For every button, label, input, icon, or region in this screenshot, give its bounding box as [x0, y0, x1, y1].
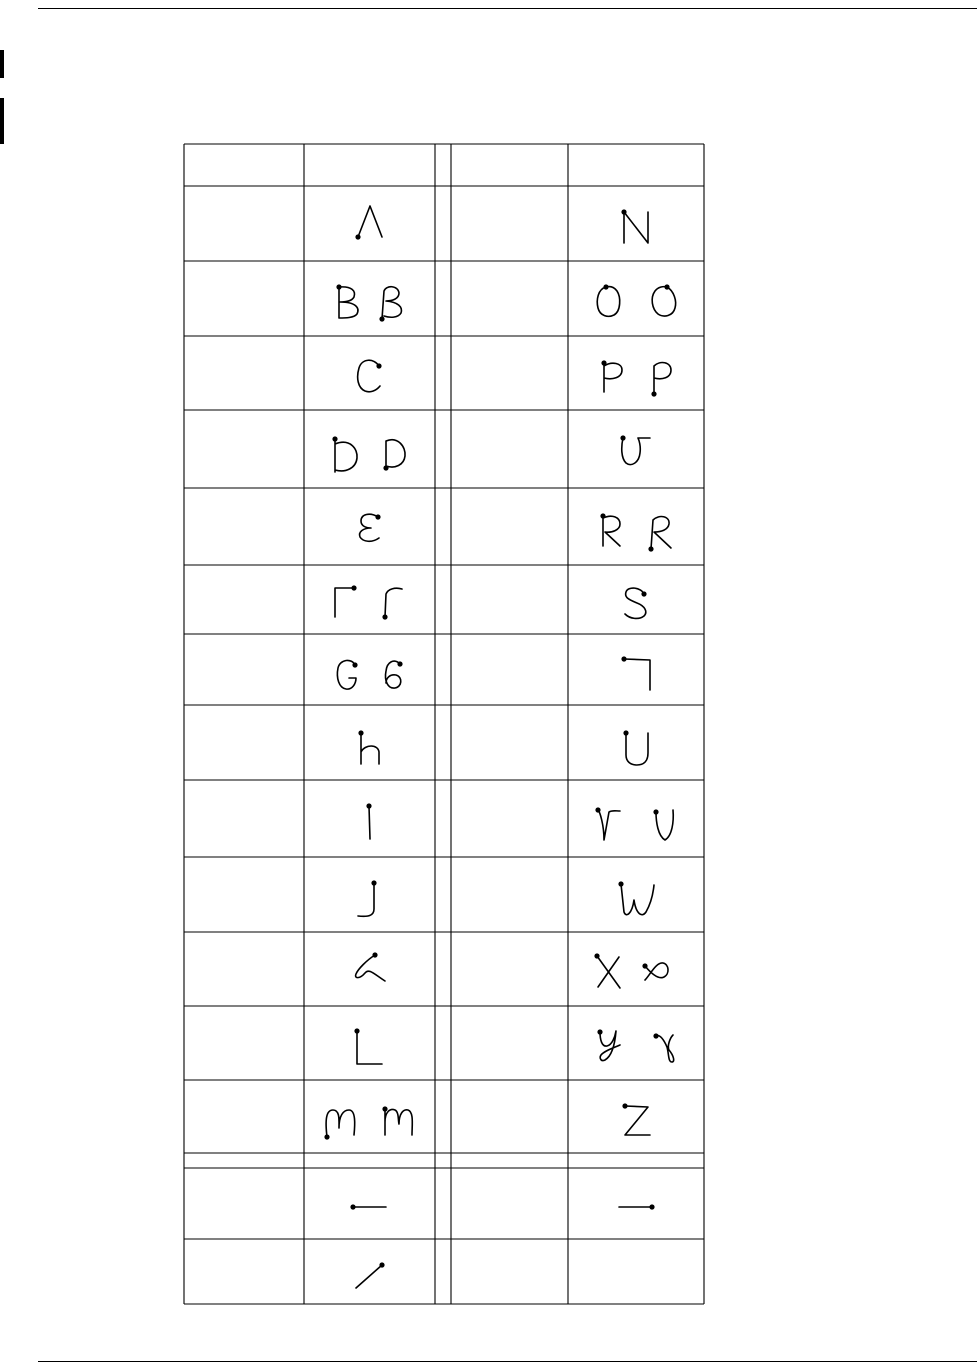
stroke-glyph-o: [597, 284, 675, 316]
stroke-glyph-k: [356, 952, 385, 981]
footer-rule: [38, 1361, 977, 1362]
stroke-glyph-t: [621, 656, 650, 690]
stroke-glyph-f: [335, 585, 402, 619]
stroke-glyph-d: [332, 436, 405, 472]
stroke-glyph-e: [360, 514, 381, 541]
stroke-glyph-h: [358, 730, 379, 764]
stroke-glyph-b: [336, 284, 401, 321]
stroke-glyph-i: [366, 803, 371, 839]
stroke-glyph-a: [355, 206, 382, 240]
stroke-glyph-z: [622, 1103, 650, 1135]
stroke-glyph-x: [594, 953, 668, 988]
stroke-glyph-c: [358, 360, 382, 392]
stroke-glyph-n: [621, 209, 648, 243]
stroke-glyph-v: [595, 807, 673, 840]
stroke-glyph-g: [337, 660, 402, 689]
stroke-glyph-w: [618, 881, 654, 914]
stroke-glyph-period: [356, 1262, 385, 1288]
table-grid: [184, 144, 704, 1304]
stroke-glyph-m: [324, 1106, 412, 1139]
stroke-glyph-j: [358, 880, 377, 916]
stroke-glyph-y: [597, 1029, 673, 1062]
stroke-glyph-backspace: [619, 1204, 655, 1209]
stroke-glyph-q: [620, 435, 650, 464]
stroke-glyph-s: [625, 588, 647, 618]
stroke-glyph-r: [600, 513, 671, 551]
stroke-glyph-space: [350, 1204, 386, 1209]
stroke-glyph-u: [623, 730, 648, 765]
stroke-glyph-l: [354, 1028, 382, 1064]
stroke-glyph-p: [601, 360, 671, 396]
